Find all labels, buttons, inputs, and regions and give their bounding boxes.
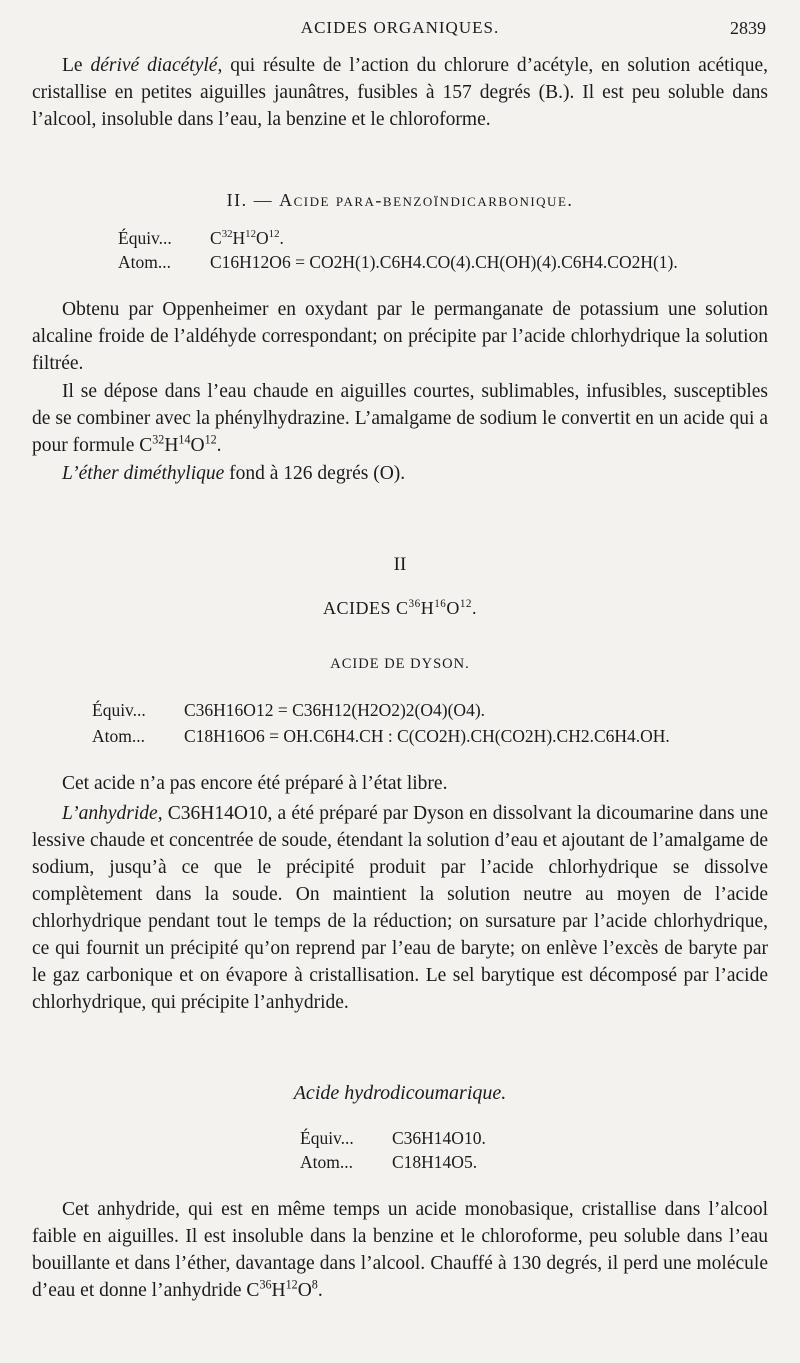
paragraph-body: Il se dépose dans l’eau chaude en aiguilles courtes, sublimables, infusibles, susceptibles de se combiner avec la phénylhydrazine. L’amalgame de sodium le convertit en un acide qui a pour formule bbox=[32, 381, 768, 456]
paragraph-depot: Il se dépose dans l’eau chaude en aiguilles courtes, sublimables, infusibles, susceptibles de se combiner avec la phénylhydrazine. L’amalgame de sodium le convertit en un acide qui a pour formule $C^{32}H^{14}O^{12}$. bbox=[32, 381, 768, 456]
part-title-text: ACIDES bbox=[323, 598, 397, 618]
acid-subtitle: ACIDE DE DYSON. bbox=[330, 656, 470, 672]
equiv-label: Équiv... bbox=[300, 1128, 354, 1148]
formula-atom-hydro bbox=[300, 1150, 477, 1174]
section-heading-hydrodicoumarique: Acide hydrodicoumarique. bbox=[293, 1082, 507, 1104]
section-number: II. — bbox=[226, 190, 280, 210]
paragraph-body: fond à 126 degrés (O). bbox=[224, 463, 406, 484]
paragraph-oppenheimer: Obtenu par Oppenheimer en oxydant par le permanganate de potassium une solution alcaline froide de l’aldéhyde correspondant; on précipite par l’acide chlorhydrique la solution filtrée. bbox=[32, 299, 768, 374]
formula-atom bbox=[118, 250, 678, 274]
formula-atom-dyson bbox=[92, 724, 670, 748]
atom-formula: C18H14O5. bbox=[392, 1152, 478, 1172]
paragraph-start: Le bbox=[62, 55, 91, 76]
ether-term: L’éther diméthylique bbox=[62, 463, 225, 484]
equiv-formula: C36H16O12 = C36H12(H2O2)2(O4)(O4). bbox=[184, 700, 486, 720]
paragraph-body: , qui résulte de l’action du chlorure d’acétyle, en solution acétique, cristallise en petites aiguilles jaunâtres, fusibles à 157 degrés (B.). Il est peu soluble dans l’alcool, insoluble dans l’eau, la benzine et le chloroforme. bbox=[32, 55, 768, 130]
atom-formula: C16H12O6 = CO2H(1).C6H4.CO(4).CH(OH)(4).C6H4.CO2H(1). bbox=[210, 252, 678, 272]
running-head bbox=[0, 14, 800, 42]
formula-equiv-hydro bbox=[300, 1126, 486, 1150]
section-heading-para-benzoindicarbonique bbox=[0, 190, 800, 211]
paragraph-body: , a été préparé par Dyson en dissolvant la dicoumarine dans une lessive chaude et concentrée de soude, étendant la solution d’eau et ajoutant de l’amalgame de sodium, jusqu’à ce que le précipité produit par l’acide chlorhydrique se dissolve complètement dans la soude. On maintient la solution neutre au moyen de l’acide chlorhydrique pendant tout le temps de la réduction; on sursature par l’acide chlorhydrique, ce qui fournit un précipité qu’on reprend par l’eau de baryte; on enlève l’excès de baryte par le gaz carbonique et on évapore à cristallisation. Le sel barytique est décomposé par l’acide chlorhydrique, qui précipite l’anhydride. bbox=[32, 803, 768, 1013]
part-title: ACIDES $C^{36}H^{16}O^{12}$. bbox=[323, 598, 477, 618]
running-title: ACIDES ORGANIQUES. bbox=[300, 18, 500, 37]
paragraph-not-prepared: Cet acide n’a pas encore été préparé à l’état libre. bbox=[62, 773, 448, 794]
paragraph-anhydride bbox=[32, 800, 768, 1016]
equiv-label: Équiv... bbox=[92, 700, 146, 720]
part-numeral: II bbox=[393, 554, 407, 575]
atom-formula: C18H16O6 = OH.C6H4.CH : C(CO2H).CH(CO2H).CH2.C6H4.OH. bbox=[184, 726, 670, 746]
equiv-label: Équiv... bbox=[118, 228, 172, 248]
page-number: 2839 bbox=[730, 18, 766, 38]
paragraph-ether-dimethylique bbox=[32, 460, 768, 487]
atom-label: Atom... bbox=[92, 726, 145, 746]
atom-label: Atom... bbox=[118, 252, 171, 272]
paragraph-body: Cet anhydride, qui est en même temps un acide monobasique, cristallise dans l’alcool faible en aiguilles. Il est insoluble dans la benzine et le chloroforme, peu soluble dans l’eau bouillante et dans l’éther, davantage dans l’alcool. Chauffé à 130 degrés, il perd une molécule d’eau et donne l’anhydride bbox=[32, 1199, 768, 1301]
section-title: Acide para-benzoïndicarbonique. bbox=[279, 190, 574, 210]
atom-label: Atom... bbox=[300, 1152, 353, 1172]
anhydride-term: L’anhydride bbox=[62, 803, 158, 824]
paragraph-derive-diacetyle bbox=[32, 52, 768, 133]
formula-equiv-dyson bbox=[92, 698, 485, 722]
derive-diacetyle-term: dérivé diacétylé bbox=[90, 55, 218, 76]
equiv-formula: C36H14O10. bbox=[392, 1128, 486, 1148]
anhydride-formula: , C36H14O10 bbox=[157, 803, 268, 824]
formula-equiv: Équiv... $C^{32}H^{12}O^{12}$. bbox=[118, 228, 284, 248]
paragraph-anhydride-properties: Cet anhydride, qui est en même temps un acide monobasique, cristallise dans l’alcool faible en aiguilles. Il est insoluble dans la benzine et le chloroforme, peu soluble dans l’eau bouillante et dans l’éther, davantage dans l’alcool. Chauffé à 130 degrés, il perd une molécule d’eau et donne l’anhydride $C^{36}H^{12}O^8$. bbox=[32, 1199, 768, 1301]
